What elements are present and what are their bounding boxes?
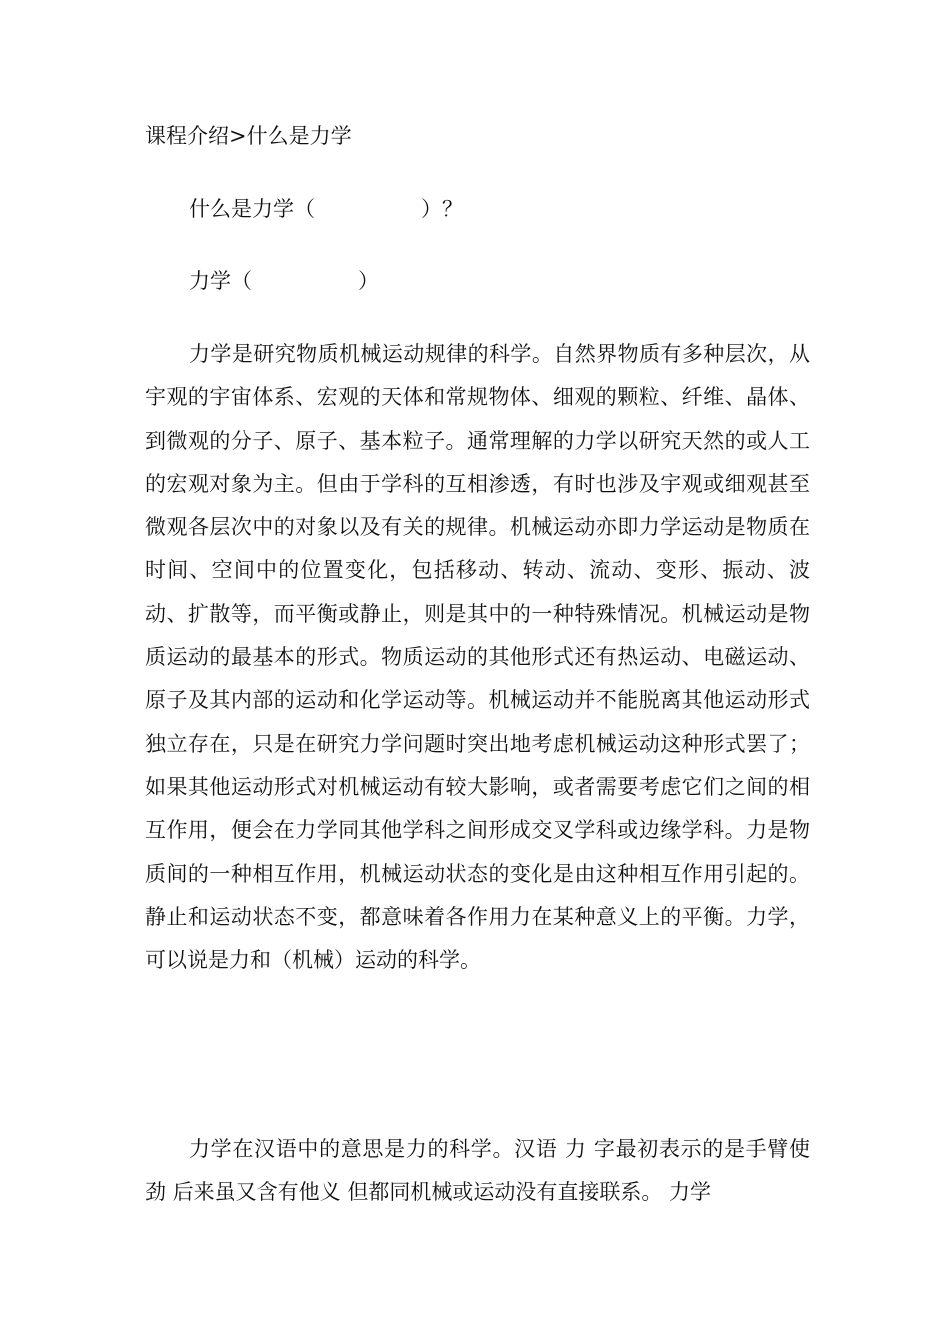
question-heading-suffix: ）？ xyxy=(421,197,463,221)
term-heading xyxy=(189,265,379,297)
question-heading-prefix: 什么是力学（ xyxy=(189,197,315,221)
term-heading-suffix: ） xyxy=(358,269,379,293)
breadcrumb: 课程介绍>什么是力学 xyxy=(145,124,352,148)
question-heading xyxy=(189,193,463,225)
term-heading-prefix: 力学（ xyxy=(189,269,252,293)
body-paragraph-1: 力学是研究物质机械运动规律的科学。自然界物质有多种层次，从宇观的宇宙体系、宏观的天体和常规物体、细观的颗粒、纤维、晶体、到微观的分子、原子、基本粒子。通常理解的力学以研究天然的或人工的宏观对象为主。但由于学科的互相渗透，有时也涉及宇观或细观甚至微观各层次中的对象以及有关的规律。机械运动亦即力学运动是物质在时间、空间中的位置变化，包括移动、转动、流动、变形、振动、波动、扩散等，而平衡或静止，则是其中的一种特殊情况。机械运动是物质运动的最基本的形式。物质运动的其他形式还有热运动、电磁运动、原子及其内部的运动和化学运动等。机械运动并不能脱离其他运动形式独立存在，只是在研究力学问题时突出地考虑机械运动这种形式罢了；如果其他运动形式对机械运动有较大影响，或者需要考虑它们之间的相互作用，便会在力学同其他学科之间形成交叉学科或边缘学科。力是物质间的一种相互作用，机械运动状态的变化是由这种相互作用引起的。静止和运动状态不变，都意味着各作用力在某种意义上的平衡。力学，可以说是力和（机械）运动的科学。 xyxy=(145,342,810,973)
body-paragraph-2: 力学在汉语中的意思是力的科学。汉语 力 字最初表示的是手臂使劲 后来虽又含有他义 但都同机械或运动没有直接联系。 力学 xyxy=(145,1137,810,1205)
